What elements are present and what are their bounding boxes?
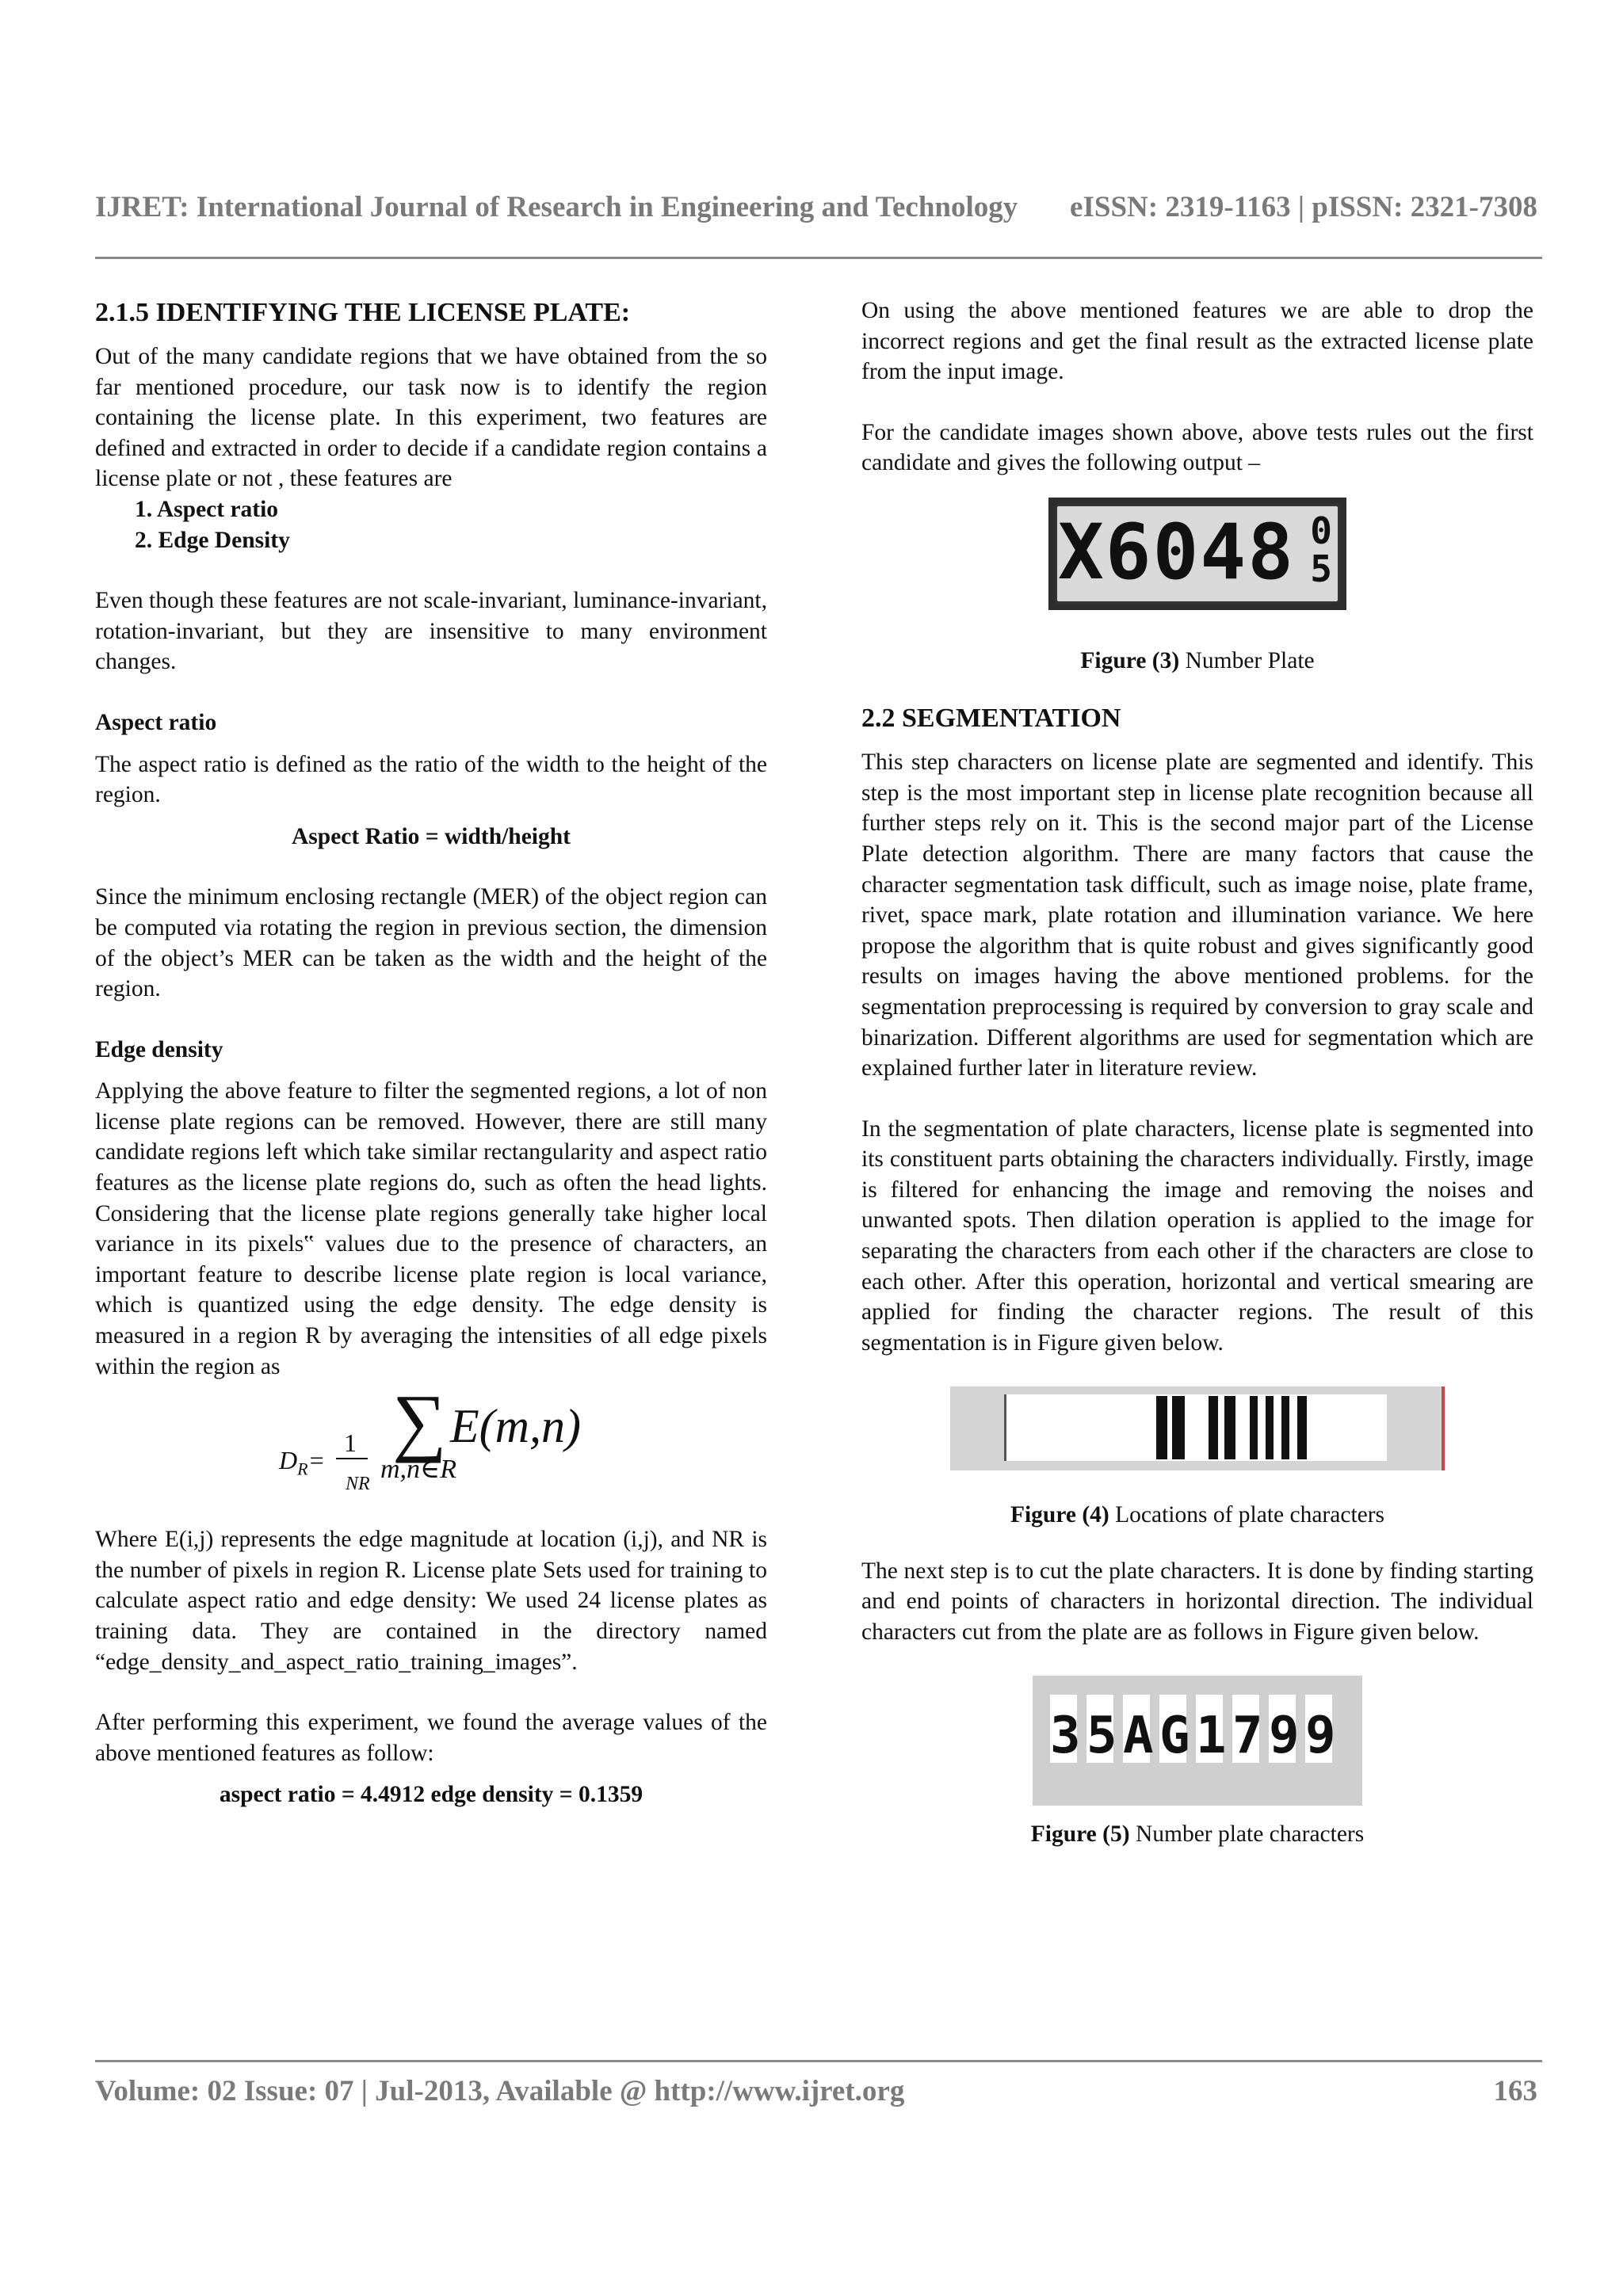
character-cell: 3 <box>1050 1695 1077 1763</box>
segmentation-process-paragraph: In the segmentation of plate characters, license plate is segmented into its constituent parts obtaining the characters individually. Firstly, image is filtered for enhancing the image and removing the noises and unwanted spots. Then dilation operation is applied to the image for separating the characters from each other if the characters are close to each other. After this operation, horizontal and vertical smearing are applied for finding the character regions. The result of this segmentation is in Figure given below. <box>861 1116 1533 1356</box>
result-paragraph: After performing this experiment, we found the average values of the above mentioned features as follow: <box>95 1710 767 1766</box>
figure-3-caption: Figure (3) Number Plate <box>1080 647 1315 673</box>
page-number: 163 <box>1493 2075 1537 2107</box>
plate-suffix: 0 5 <box>1310 509 1332 590</box>
number-plate-image <box>1048 498 1346 610</box>
section-title: 2.1.5 IDENTIFYING THE LICENSE PLATE: <box>95 298 631 327</box>
character-cell: A <box>1123 1695 1150 1763</box>
edge-density-paragraph: Applying the above feature to filter the segmented regions, a lot of non license plate regions can be removed. However, there are still many candidate regions left which take similar rectangularity and aspect ratio features as the license plate regions do, such as often the head lights. Considering that the license plate regions generally take higher local variance in its pixels‟ values due to the presence of characters, an important feature to describe license plate region is local variance, which is quantized using the edge density. The edge density is measured in a region R by averaging the intensities of all edge pixels within the region as <box>95 1078 767 1379</box>
character-cell: 9 <box>1305 1695 1332 1763</box>
equation-lhs: $D_R=$ <box>279 1446 326 1479</box>
equation-denominator: NR <box>346 1474 370 1495</box>
list-item: 2. Edge Density <box>135 527 290 553</box>
segmentation-title: 2.2 SEGMENTATION <box>861 704 1121 734</box>
page-header <box>95 190 1537 230</box>
invariance-paragraph: Even though these features are not scale-invariant, luminance-invariant, rotation-invariant, but they are insensitive to many environment changes. <box>95 588 767 675</box>
edge-density-equation <box>95 1379 767 1524</box>
figure-5 <box>861 1676 1533 1814</box>
right-column <box>861 296 1533 1850</box>
where-paragraph: Where E(i,j) represents the edge magnitude at location (i,j), and NR is the number of pixels in region R. License plate Sets used for training to calculate aspect ratio and edge density: We used 24 license plates as training data. They are contained in the directory named <box>95 1527 767 1644</box>
sigma-symbol: ∑ <box>392 1379 447 1464</box>
character-locations-image <box>950 1386 1445 1470</box>
intro-paragraph: Out of the many candidate regions that we have obtained from the so far mentioned procedure, our task now is to identify the region containing the license plate. In this experiment, two features are defined and extracted in order to decide if a candidate region contains a license plate or not , these features are <box>95 344 767 492</box>
equation-numerator: 1 <box>344 1428 357 1458</box>
edge-density-heading: Edge density <box>95 1036 223 1062</box>
left-column <box>95 296 767 1810</box>
journal-title: IJRET: International Journal of Research in Engineering and Technology <box>95 191 1018 223</box>
issn: eISSN: 2319-1163 | pISSN: 2321-7308 <box>1070 191 1537 223</box>
list-item: 1. Aspect ratio <box>135 496 279 522</box>
header-divider <box>95 257 1542 259</box>
candidate-paragraph: For the candidate images shown above, above tests rules out the first candidate and gives the following output – <box>861 419 1533 476</box>
segmentation-paragraph: This step characters on license plate are segmented and identify. This step is the most important step in license plate recognition because all further steps rely on it. This is the second major part of the License Plate detection algorithm. There are many factors that cause the character segmentation task difficult, such as image noise, plate frame, rivet, space mark, plate rotation and illumination variance. We here propose the algorithm that is quite robust and gives significantly good results on images having the above mentioned problems. for the segmentation preprocessing is required by conversion to gray scale and binarization. Different algorithms are used for segmentation which are explained further later in literature review. <box>861 749 1533 1081</box>
character-cell: 9 <box>1269 1695 1296 1763</box>
directory-name: “edge_density_and_aspect_ratio_training_images”. <box>95 1649 578 1675</box>
footer-divider <box>95 2060 1542 2062</box>
plate-number: X6048 <box>1058 507 1295 597</box>
figure-5-caption: Figure (5) Number plate characters <box>1030 1821 1365 1847</box>
character-cell: 7 <box>1232 1695 1259 1763</box>
character-cell: G <box>1159 1695 1186 1763</box>
aspect-ratio-paragraph: The aspect ratio is defined as the ratio of the width to the height of the region. <box>95 751 767 808</box>
result-values: aspect ratio = 4.4912 edge density = 0.1359 <box>219 1782 643 1808</box>
volume-info: Volume: 02 Issue: 07 | Jul-2013, Available @ http://www.ijret.org <box>95 2075 905 2107</box>
character-cell: 5 <box>1086 1695 1113 1763</box>
fraction-bar <box>336 1458 368 1459</box>
cut-characters-paragraph: The next step is to cut the plate characters. It is done by finding starting and end points of characters in horizontal direction. The individual characters cut from the plate are as follows in Figure given below. <box>861 1558 1533 1645</box>
plate-characters-image <box>1033 1676 1362 1806</box>
page-footer <box>95 2074 1537 2114</box>
feature-list <box>95 494 767 555</box>
equation-term: E(m,n) <box>450 1400 581 1453</box>
figure-4-caption: Figure (4) Locations of plate characters <box>1010 1502 1385 1528</box>
figure-4 <box>861 1386 1533 1479</box>
aspect-ratio-heading: Aspect ratio <box>95 709 217 735</box>
sum-index: m,n∈R <box>380 1455 456 1485</box>
mer-paragraph: Since the minimum enclosing rectangle (MER) of the object region can be computed via rotating the region in previous section, the dimension of the object’s MER can be taken as the width and the height of the region. <box>95 884 767 1002</box>
character-cell: 1 <box>1196 1695 1223 1763</box>
drop-regions-paragraph: On using the above mentioned features we are able to drop the incorrect regions and get the final result as the extracted license plate from the input image. <box>861 298 1533 385</box>
figure-3 <box>861 498 1533 619</box>
aspect-ratio-formula: Aspect Ratio = width/height <box>292 823 571 849</box>
